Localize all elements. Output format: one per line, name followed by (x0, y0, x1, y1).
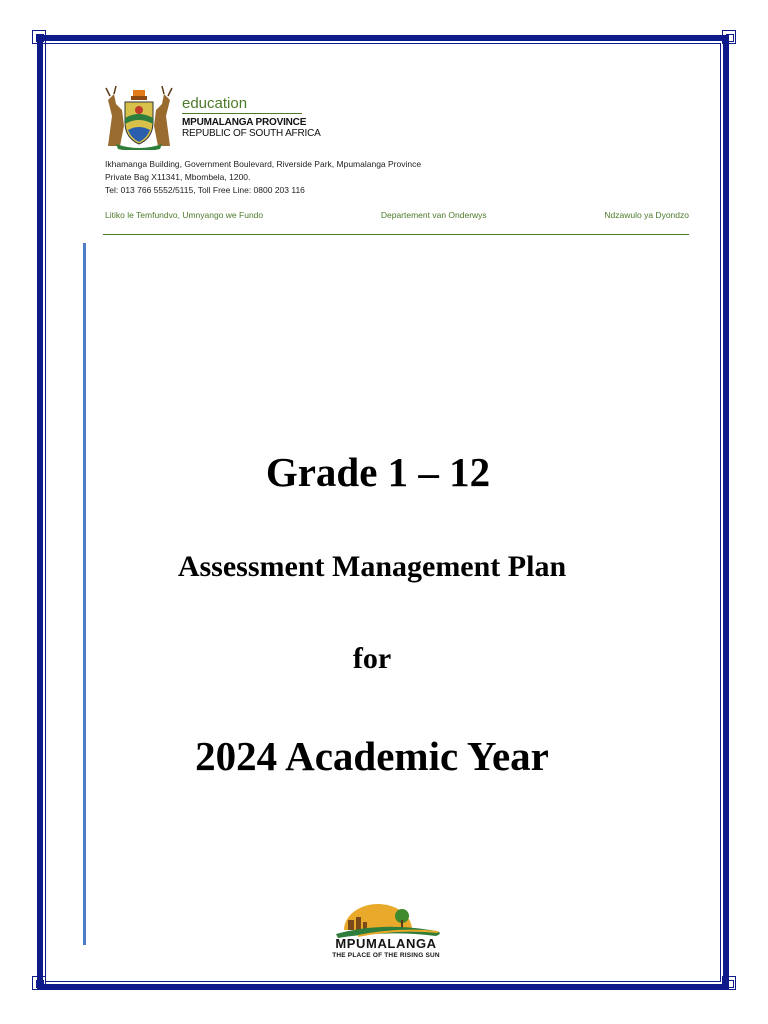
language-label: Departement van Onderwys (380, 210, 487, 220)
academic-year-title: 2024 Academic Year (195, 733, 549, 779)
title-connector: for (352, 642, 392, 675)
language-label: Litiko le Temfundvo, Umnyango we Fundo (105, 210, 264, 220)
coat-of-arms-icon (102, 86, 176, 150)
republic-name: REPUBLIC OF SOUTH AFRICA (182, 128, 321, 139)
corner-ornament (722, 976, 736, 990)
address-line: Tel: 013 766 5552/5115, Toll Free Line: 0800 203 116 (105, 185, 305, 195)
left-accent-rule (83, 243, 86, 945)
address-line: Ikhamanga Building, Government Boulevard, Riverside Park, Mpumalanga Province (105, 159, 422, 169)
department-name-block (182, 96, 321, 139)
address-block (105, 158, 421, 197)
letterhead-divider (103, 234, 689, 235)
corner-ornament (32, 976, 46, 990)
corner-ornament (722, 30, 736, 44)
province-name: MPUMALANGA PROVINCE (182, 117, 307, 128)
grade-title: Grade 1 – 12 (265, 449, 491, 495)
logo-tagline: THE PLACE OF THE RISING SUN (332, 952, 440, 959)
corner-ornament (32, 30, 46, 44)
department-languages (105, 210, 689, 220)
address-line: Private Bag X11341, Mbombela, 1200. (105, 172, 251, 182)
rising-sun-logo-icon (318, 900, 454, 940)
department-name: education (182, 96, 302, 114)
mpumalanga-logo (318, 900, 454, 964)
logo-name: MPUMALANGA (335, 936, 437, 951)
language-label: Ndzawulo ya Dyondzo (604, 210, 689, 220)
letterhead (100, 84, 700, 244)
document-subtitle: Assessment Management Plan (177, 550, 567, 583)
